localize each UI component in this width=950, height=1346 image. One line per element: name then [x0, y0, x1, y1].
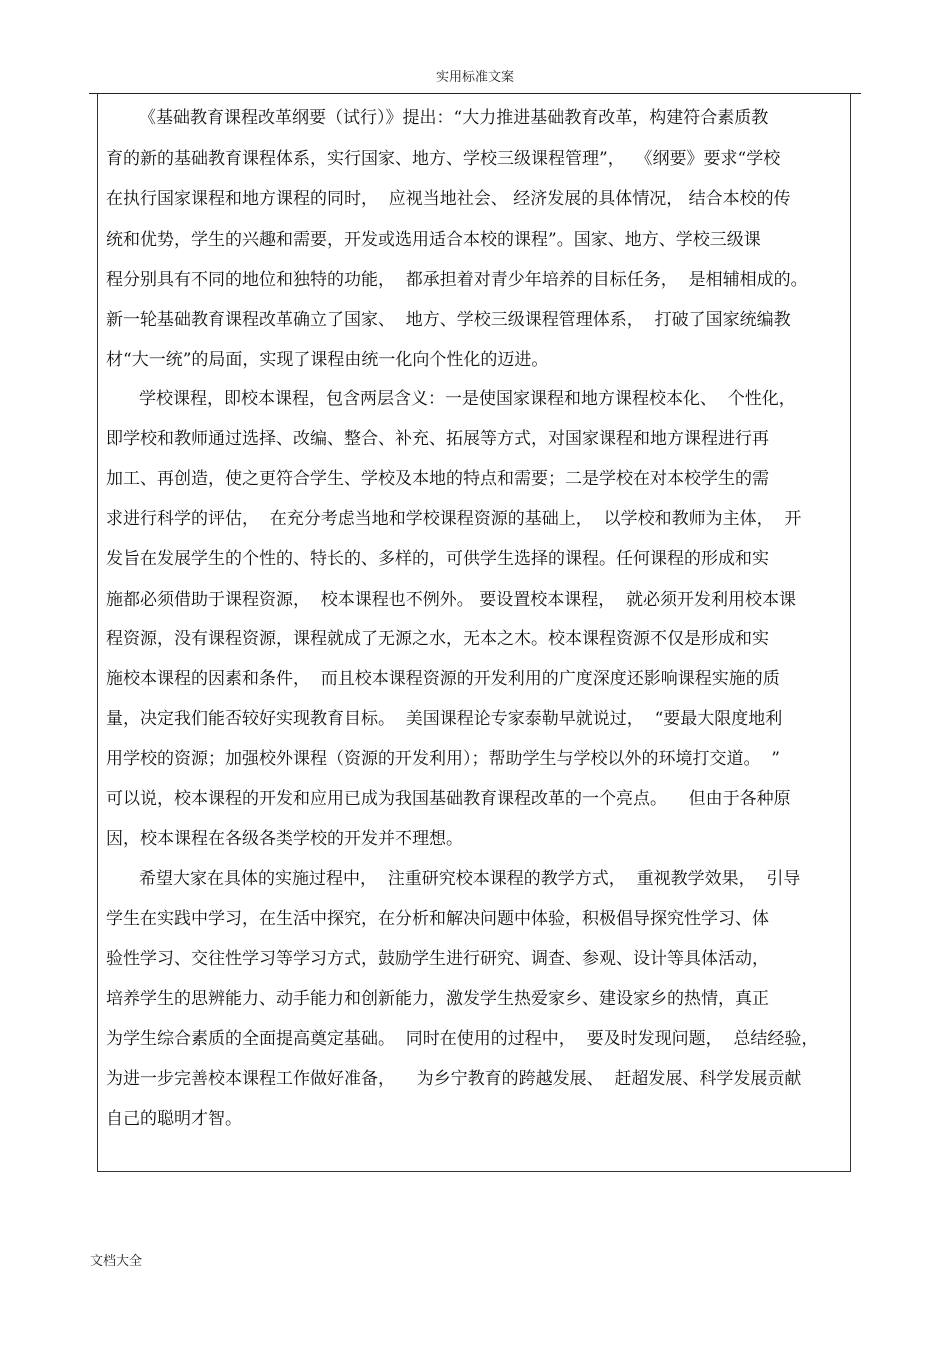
paragraph-3-line-7: 自己的聪明才智。 — [106, 1109, 242, 1129]
paragraph-2-line-4: 求进行科学的评估， 在充分考虑当地和学校课程资源的基础上， 以学校和教师为主体， 开 — [106, 509, 802, 529]
paragraph-1-line-4: 统和优势，学生的兴趣和需要，开发或选用适合本校的课程”。国家、地方、学校三级课 — [106, 230, 761, 250]
paragraph-3-line-4: 培养学生的思辨能力、动手能力和创新能力，激发学生热爱家乡、建设家乡的热情，真正 — [106, 989, 769, 1009]
paragraph-1-line-2: 育的新的基础教育课程体系，实行国家、地方、学校三级课程管理”， 《纲要》要求“学校 — [106, 149, 781, 169]
paragraph-1-line-6: 新一轮基础教育课程改革确立了国家、 地方、学校三级课程管理体系， 打破了国家统编教 — [106, 310, 791, 330]
paragraph-2-line-5: 发旨在发展学生的个性的、特长的、多样的，可供学生选择的课程。任何课程的形成和实 — [106, 549, 769, 569]
paragraph-3-line-6: 为进一步完善校本课程工作做好准备， 为乡宁教育的跨越发展、 赶超发展、科学发展贡献 — [106, 1069, 802, 1089]
paragraph-3-line-2: 学生在实践中学习，在生活中探究，在分析和解决问题中体验，积极倡导探究性学习、体 — [106, 909, 769, 929]
paragraph-2-line-7: 程资源，没有课程资源，课程就成了无源之水，无本之木。校本课程资源不仅是形成和实 — [106, 629, 769, 649]
paragraph-1-line-3: 在执行国家课程和地方课程的同时， 应视当地社会、 经济发展的具体情况， 结合本校的传 — [106, 189, 791, 209]
paragraph-2-line-6: 施都必须借助于课程资源， 校本课程也不例外。 要设置校本课程， 就必须开发利用校本课 — [106, 590, 797, 610]
paragraph-2-line-1: 学校课程，即校本课程，包含两层含义：一是使国家课程和地方课程校本化、 个性化， — [139, 389, 796, 409]
paragraph-3-line-5: 为学生综合素质的全面提高奠定基础。 同时在使用的过程中， 要及时发现问题， 总结经验， — [106, 1029, 819, 1049]
page-header: 实用标准文案 — [435, 70, 514, 85]
paragraph-1-line-1: 《基础教育课程改革纲要（试行）》提出：“大力推进基础教育改革，构建符合素质教 — [139, 108, 769, 128]
paragraph-2-line-8: 施校本课程的因素和条件， 而且校本课程资源的开发利用的广度深度还影响课程实施的质 — [106, 669, 780, 689]
paragraph-3-line-1: 希望大家在具体的实施过程中， 注重研究校本课程的教学方式， 重视教学效果， 引导 — [139, 869, 801, 889]
paragraph-2-line-11: 可以说，校本课程的开发和应用已成为我国基础教育课程改革的一个亮点。 但由于各种原 — [106, 789, 791, 809]
paragraph-2-line-2: 即学校和教师通过选择、改编、整合、补充、拓展等方式，对国家课程和地方课程进行再 — [106, 429, 769, 449]
paragraph-3-line-3: 验性学习、交往性学习等学习方式，鼓励学生进行研究、调查、参观、设计等具体活动， — [106, 949, 769, 969]
paragraph-2-line-9: 量，决定我们能否较好实现教育目标。 美国课程论专家泰勒早就说过， “要最大限度地利 — [106, 709, 783, 729]
paragraph-1-line-5: 程分别具有不同的地位和独特的功能， 都承担着对青少年培养的目标任务， 是相辅相成的。 — [106, 270, 808, 290]
page-footer: 文档大全 — [90, 1254, 143, 1269]
paragraph-2-line-12: 因，校本课程在各级各类学校的开发并不理想。 — [106, 829, 463, 849]
paragraph-1-line-7: 材“大一统”的局面，实现了课程由统一化向个性化的迈进。 — [106, 350, 549, 370]
paragraph-2-line-3: 加工、再创造，使之更符合学生、学校及本地的特点和需要；二是学校在对本校学生的需 — [106, 469, 769, 489]
paragraph-2-line-10: 用学校的资源；加强校外课程（资源的开发利用）；帮助学生与学校以外的环境打交道。 ” — [106, 749, 780, 769]
